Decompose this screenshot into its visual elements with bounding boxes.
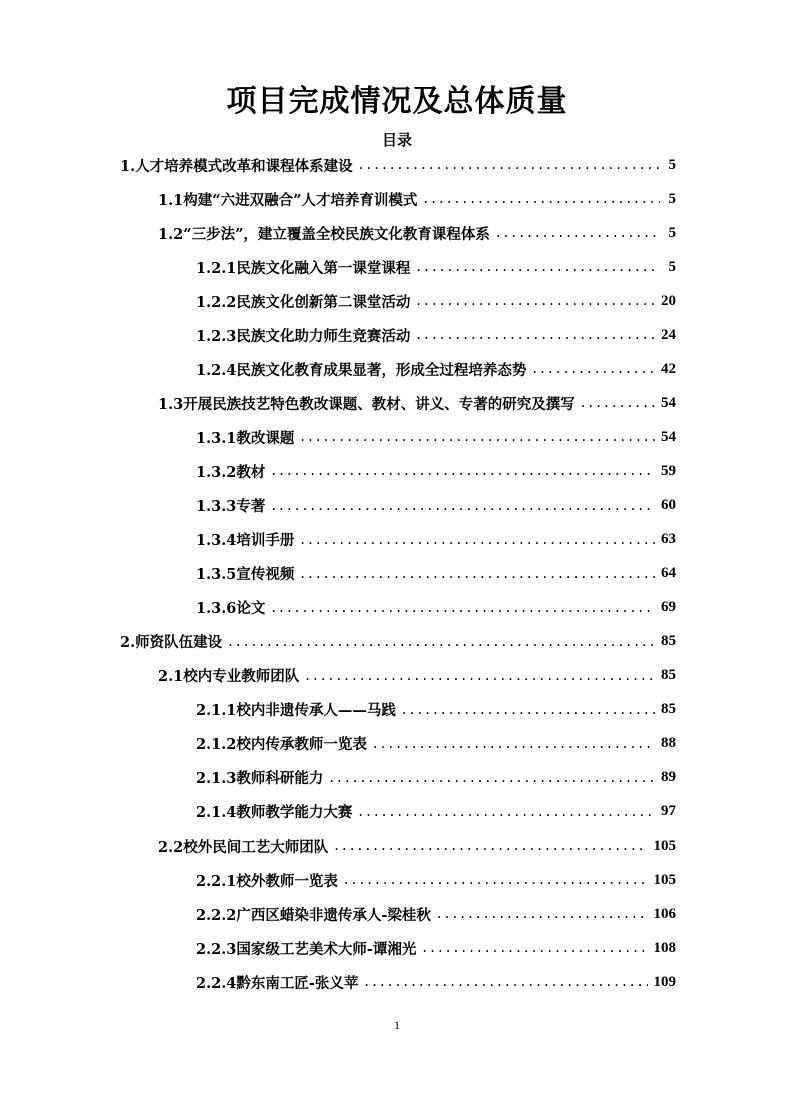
toc-entry-page: 24 bbox=[661, 326, 676, 343]
toc-leader-dots bbox=[581, 395, 655, 411]
toc-entry-page: 42 bbox=[661, 360, 676, 377]
toc-leader-dots bbox=[305, 668, 655, 684]
toc-entry-label: 2.2校外民间工艺大师团队 bbox=[158, 838, 329, 856]
toc-entry[interactable] bbox=[120, 625, 676, 659]
toc-entry-page: 59 bbox=[661, 462, 676, 479]
toc-entry-page: 109 bbox=[653, 973, 676, 990]
toc-leader-dots bbox=[344, 872, 648, 888]
toc-entry-page: 5 bbox=[668, 258, 676, 275]
toc-leader-dots bbox=[359, 157, 660, 173]
toc-entry[interactable] bbox=[196, 931, 676, 965]
toc-entry[interactable] bbox=[196, 454, 676, 488]
toc-leader-dots bbox=[329, 770, 655, 786]
toc-entry-page: 54 bbox=[661, 394, 676, 411]
toc-heading: 目录 bbox=[381, 131, 412, 149]
toc-entry-page: 60 bbox=[661, 497, 676, 513]
toc-leader-dots bbox=[402, 702, 655, 718]
toc-entry-page: 63 bbox=[661, 531, 676, 548]
toc-entry-page: 97 bbox=[661, 803, 676, 820]
toc-entry[interactable] bbox=[196, 761, 676, 795]
toc-leader-dots bbox=[300, 566, 655, 582]
toc-leader-dots bbox=[300, 532, 655, 548]
toc-leader-dots bbox=[423, 191, 660, 207]
toc-leader-dots bbox=[373, 736, 655, 752]
toc-entry-page: 5 bbox=[668, 190, 676, 207]
toc-entry-label: 2.师资队伍建设 bbox=[120, 634, 223, 652]
toc-entry-page: 54 bbox=[661, 428, 676, 445]
toc-entry-label: 1.3.5宣传视频 bbox=[196, 566, 295, 584]
toc-leader-dots bbox=[228, 634, 655, 650]
toc-entry-label: 2.1.1校内非遗传承人——马践 bbox=[196, 702, 396, 720]
toc-entry-label: 1.2.3民族文化助力师生竞赛活动 bbox=[196, 327, 411, 345]
toc-entry-label: 1.人才培养模式改革和课程体系建设 bbox=[120, 157, 353, 175]
toc-entry-label: 1.3开展民族技艺特色教改课题、教材、讲义、专著的研究及撰写 bbox=[158, 395, 575, 413]
page-title: 项目完成情况及总体质量 bbox=[226, 84, 568, 119]
toc-entry-page: 105 bbox=[653, 837, 676, 854]
toc-entry[interactable] bbox=[196, 284, 676, 318]
toc-entry-page: 88 bbox=[661, 735, 676, 752]
toc-entry-page: 20 bbox=[661, 292, 676, 309]
toc-leader-dots bbox=[416, 259, 660, 275]
toc-leader-dots bbox=[422, 940, 647, 956]
toc-leader-dots bbox=[532, 361, 655, 377]
toc-entry[interactable] bbox=[196, 591, 676, 625]
toc-leader-dots bbox=[496, 225, 660, 241]
toc-leader-dots bbox=[271, 463, 655, 479]
toc-entry[interactable] bbox=[158, 386, 676, 420]
toc-entry-label: 1.2.2民族文化创新第二课堂活动 bbox=[196, 293, 411, 311]
toc-entry[interactable] bbox=[158, 182, 676, 216]
toc-entry[interactable] bbox=[196, 863, 676, 897]
toc-entry[interactable] bbox=[120, 148, 676, 182]
toc-entry[interactable] bbox=[196, 965, 676, 999]
toc-entry-label: 1.3.4培训手册 bbox=[196, 532, 295, 550]
toc-leader-dots bbox=[437, 906, 648, 922]
toc-entry-label: 2.1.2校内传承教师一览表 bbox=[196, 736, 367, 754]
toc-entry[interactable] bbox=[196, 727, 676, 761]
toc-entry[interactable] bbox=[196, 318, 676, 352]
toc-entry-label: 1.3.2教材 bbox=[196, 463, 266, 481]
toc-entry[interactable] bbox=[196, 250, 676, 284]
toc-entry-page: 85 bbox=[661, 633, 676, 650]
toc-entry-page: 5 bbox=[668, 156, 676, 173]
toc-entry[interactable] bbox=[196, 795, 676, 829]
toc-entry-page: 5 bbox=[668, 224, 676, 241]
toc-entry[interactable] bbox=[196, 489, 676, 523]
toc-entry[interactable] bbox=[196, 693, 676, 727]
toc-entry-label: 1.3.3专著 bbox=[196, 498, 266, 515]
toc-entry[interactable] bbox=[196, 897, 676, 931]
toc-entry[interactable] bbox=[196, 557, 676, 591]
toc-entry[interactable] bbox=[158, 829, 676, 863]
toc-entry-label: 1.2.4民族文化教育成果显著，形成全过程培养态势 bbox=[196, 361, 527, 379]
toc-entry-page: 85 bbox=[661, 667, 676, 684]
toc-entry-label: 1.3.1教改课题 bbox=[196, 429, 295, 447]
toc-leader-dots bbox=[416, 293, 655, 309]
toc-entry-page: 105 bbox=[653, 871, 676, 888]
toc-entry[interactable] bbox=[196, 352, 676, 386]
toc-entry-label: 2.2.2广西区蜡染非遗传承人-梁桂秋 bbox=[196, 906, 431, 924]
toc-leader-dots bbox=[416, 327, 655, 343]
toc-entry[interactable] bbox=[158, 216, 676, 250]
toc-entry-page: 85 bbox=[661, 701, 676, 718]
toc-entry-label: 2.1.3教师科研能力 bbox=[196, 770, 324, 788]
toc-entry-label: 2.1校内专业教师团队 bbox=[158, 668, 300, 686]
toc-entry-page: 69 bbox=[661, 599, 676, 616]
toc-entry-page: 64 bbox=[661, 565, 676, 582]
toc-entry[interactable] bbox=[196, 420, 676, 454]
toc-entry-label: 2.2.1校外教师一览表 bbox=[196, 872, 338, 890]
toc-entry[interactable] bbox=[158, 659, 676, 693]
toc-leader-dots bbox=[271, 600, 655, 616]
page-number: 1 bbox=[394, 1018, 400, 1032]
toc-entry-label: 2.1.4教师教学能力大赛 bbox=[196, 804, 353, 822]
toc-entry-label: 1.1构建“六进双融合”人才培养育训模式 bbox=[158, 191, 418, 209]
toc-entry-label: 2.2.4黔东南工匠-张义苹 bbox=[196, 974, 359, 992]
toc-entry-page: 89 bbox=[661, 769, 676, 786]
toc-entry-label: 1.2“三步法”，建立覆盖全校民族文化教育课程体系 bbox=[158, 225, 490, 243]
toc-entry-label: 1.2.1民族文化融入第一课堂课程 bbox=[196, 259, 411, 277]
toc-leader-dots bbox=[358, 804, 655, 820]
toc-entry-label: 1.3.6论文 bbox=[196, 600, 266, 618]
toc-leader-dots bbox=[300, 429, 655, 445]
toc-entry-page: 106 bbox=[653, 905, 676, 922]
toc-entry[interactable] bbox=[196, 523, 676, 557]
toc-entry-page: 108 bbox=[653, 939, 676, 956]
toc-entry-label: 2.2.3国家级工艺美术大师-谭湘光 bbox=[196, 940, 417, 958]
toc-leader-dots bbox=[334, 838, 647, 854]
toc-leader-dots bbox=[271, 498, 655, 514]
toc-leader-dots bbox=[364, 974, 647, 990]
